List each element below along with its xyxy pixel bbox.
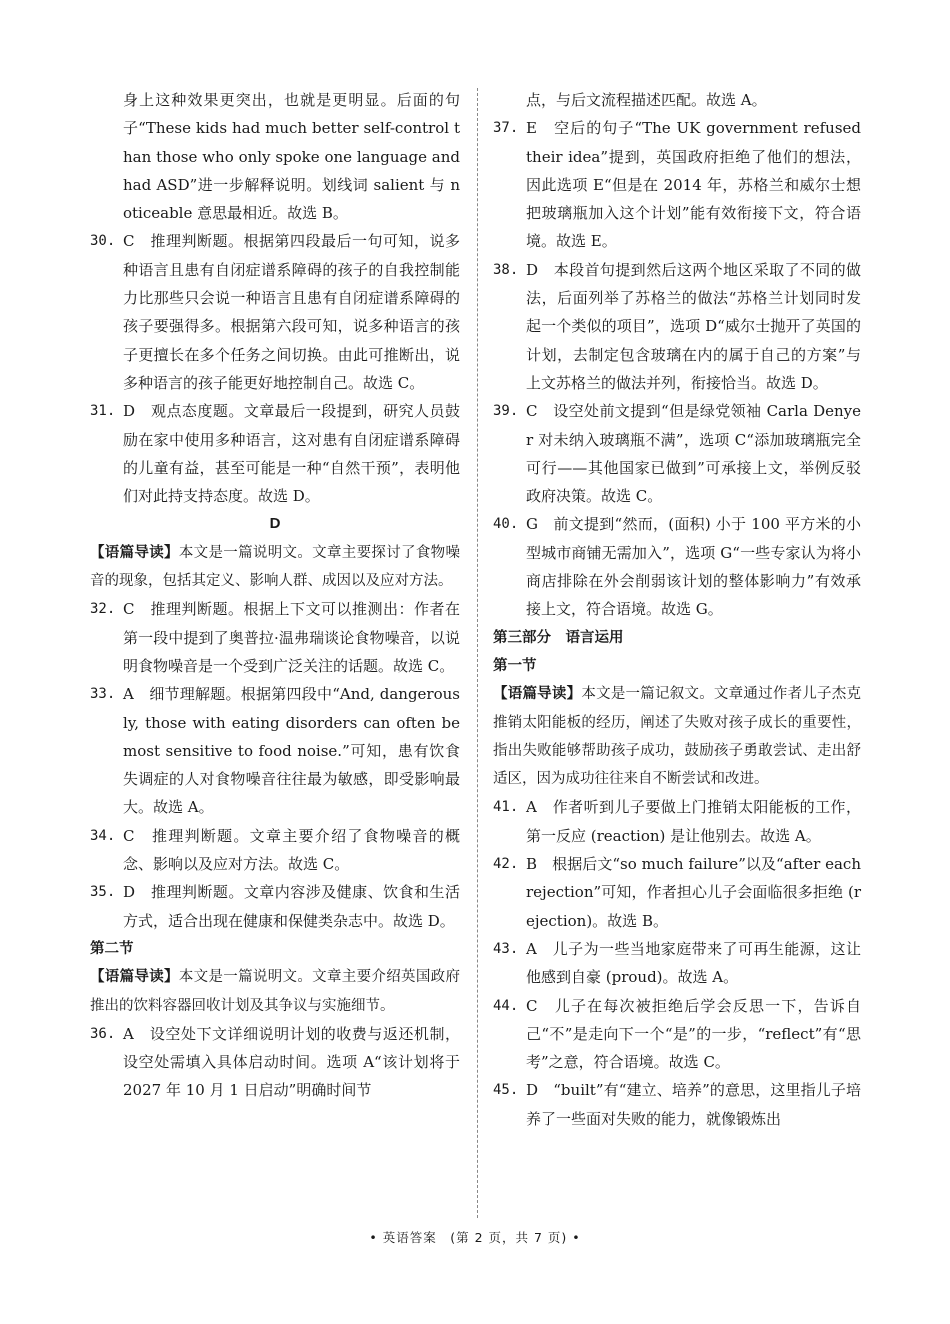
answer-item-31 bbox=[90, 397, 460, 510]
section-heading-one: 第一节 bbox=[493, 657, 537, 674]
answer-number: 37. bbox=[493, 120, 519, 137]
answer-number: 36. bbox=[90, 1025, 116, 1042]
answer-number: 34. bbox=[90, 827, 116, 844]
answer-text: A 细节理解题。根据第四段中“And, dangerously, those with eating disorders can often be most sensitive to food noise.”可知，患有饮食失调症的人对食物噪音往往最为敏感，即受影响最大。故选 A。 bbox=[123, 685, 460, 817]
reading-guide-one bbox=[493, 680, 861, 793]
reading-guide-two bbox=[90, 963, 460, 1020]
answer-number: 38. bbox=[493, 261, 519, 278]
answer-number: 35. bbox=[90, 884, 116, 901]
answer-text: D 推理判断题。文章内容涉及健康、饮食和生活方式，适合出现在健康和保健类杂志中。故选 D。 bbox=[123, 883, 460, 930]
answer-number: 45. bbox=[493, 1082, 519, 1099]
answer-text: D “built”有“建立、培养”的意思，这里指儿子培养了一些面对失败的能力，就像锻炼出 bbox=[526, 1081, 861, 1128]
answer-number: 44. bbox=[493, 997, 519, 1014]
answer-number: 30. bbox=[90, 233, 116, 250]
answer-text: G 前文提到“然而，(面积) 小于 100 平方米的小型城市商铺无需加入”，选项 G“一些专家认为将小商店排除在外会削弱该计划的整体影响力”有效承接上文，符合语境。故选 G。 bbox=[526, 515, 861, 619]
section-heading-two: 第二节 bbox=[90, 940, 134, 957]
answer-item-30 bbox=[90, 227, 460, 397]
answer-item-37 bbox=[493, 114, 861, 255]
answer-number: 31. bbox=[90, 403, 116, 420]
answer-item-39 bbox=[493, 397, 861, 510]
answer-number: 33. bbox=[90, 686, 116, 703]
answer-item-38 bbox=[493, 256, 861, 397]
answer-number: 39. bbox=[493, 403, 519, 420]
answer-text: B 根据后文“so much failure”以及“after each rejection”可知，作者担心儿子会面临很多拒绝 (rejection)。故选 B。 bbox=[526, 855, 861, 930]
answer-item-40 bbox=[493, 510, 861, 623]
answer-item-42 bbox=[493, 850, 861, 935]
answer-number: 41. bbox=[493, 799, 519, 816]
column-divider bbox=[477, 88, 478, 1218]
answer-number: 43. bbox=[493, 940, 519, 957]
answer-item-33 bbox=[90, 680, 460, 821]
reading-guide-d bbox=[90, 539, 460, 596]
answer-item-35 bbox=[90, 878, 460, 935]
carry-over-paragraph: 点，与后文流程描述匹配。故选 A。 bbox=[526, 91, 767, 109]
answer-text: C 推理判断题。根据上下文可以推测出：作者在第一段中提到了奥普拉·温弗瑞谈论食物噪音，以说明食物噪音是一个受到广泛关注的话题。故选 C。 bbox=[123, 600, 460, 675]
guide-label: 【语篇导读】 bbox=[493, 685, 582, 703]
section-heading-d: D bbox=[269, 515, 281, 533]
answer-item-44 bbox=[493, 992, 861, 1077]
answer-text: A 儿子为一些当地家庭带来了可再生能源，这让他感到自豪 (proud)。故选 A。 bbox=[526, 939, 861, 987]
answer-text: C 推理判断题。文章主要介绍了食物噪音的概念、影响以及应对方法。故选 C。 bbox=[123, 826, 460, 874]
answer-text: D 本段首句提到然后这两个地区采取了不同的做法，后面列举了苏格兰的做法“苏格兰计划同时发起一个类似的项目”，选项 D“威尔士抛开了英国的计划，去制定包含玻璃在内的属于自己的方案”与上文苏格兰的做法并列，衔接恰当。故选 D。 bbox=[526, 260, 861, 392]
answer-text: C 推理判断题。根据第四段最后一句可知，说多种语言且患有自闭症谱系障碍的孩子的自我控制能力比那些只会说一种语言且患有自闭症谱系障碍的孩子要强得多。根据第六段可知，说多种语言的孩子更擅长在多个任务之间切换。由此可推断出，说多种语言的孩子能更好地控制自己。故选 C。 bbox=[123, 232, 460, 392]
page-footer: • 英语答案 (第 2 页，共 7 页) • bbox=[369, 1230, 581, 1245]
answer-number: 42. bbox=[493, 856, 519, 873]
answer-number: 40. bbox=[493, 516, 519, 533]
answer-text: C 设空处前文提到“但是绿党领袖 Carla Denyer 对未纳入玻璃瓶不满”，选项 C“添加玻璃瓶完全可行——其他国家已做到”可承接上文，举例反驳政府决策。故选 C。 bbox=[526, 402, 861, 506]
answer-text: A 作者听到儿子要做上门推销太阳能板的工作，第一反应 (reaction) 是让他别去。故选 A。 bbox=[526, 798, 861, 845]
answer-text: C 儿子在每次被拒绝后学会反思一下，告诉自己“不”是走向下一个“是”的一步，“reflect”有“思考”之意，符合语境。故选 C。 bbox=[526, 996, 861, 1072]
guide-text: 本文是一篇说明文。文章主要探讨了食物噪音的现象，包括其定义、影响人群、成因以及应对方法。 bbox=[90, 544, 460, 590]
answer-item-43 bbox=[493, 935, 861, 992]
right-column bbox=[493, 86, 861, 1133]
guide-text: 本文是一篇记叙文。文章通过作者儿子杰克推销太阳能板的经历，阐述了失败对孩子成长的重要性，指出失败能够帮助孩子成功，鼓励孩子勇敢尝试、走出舒适区，因为成功往往来自不断尝试和改进。 bbox=[493, 686, 861, 788]
answer-item-41 bbox=[493, 793, 861, 850]
answer-number: 32. bbox=[90, 601, 116, 618]
part-three-heading: 第三部分 语言运用 bbox=[493, 629, 624, 646]
answer-item-34 bbox=[90, 822, 460, 879]
answer-text: A 设空处下文详细说明计划的收费与返还机制，设空处需填入具体启动时间。选项 A“该计划将于 2027 年 10 月 1 日启动”明确时间节 bbox=[123, 1024, 460, 1100]
answer-item-32 bbox=[90, 595, 460, 680]
answer-text: D 观点态度题。文章最后一段提到，研究人员鼓励在家中使用多种语言，这对患有自闭症谱系障碍的儿童有益，甚至可能是一种“自然干预”，表明他们对此持支持态度。故选 D。 bbox=[123, 402, 460, 506]
carry-over-paragraph: 身上这种效果更突出，也就是更明显。后面的句子“These kids had much better self-control than those who only spoke one language and had ASD”进一步解释说明。划线词 salient 与 noticeable 意思最相近。故选 B。 bbox=[123, 91, 460, 223]
answer-text: E 空后的句子“The UK government refused their idea”提到，英国政府拒绝了他们的想法，因此选项 E“但是在 2014 年，苏格兰和威尔士想把玻璃瓶加入这个计划”能有效衔接下文，符合语境。故选 E。 bbox=[526, 119, 861, 251]
guide-label: 【语篇导读】 bbox=[90, 968, 179, 986]
guide-label: 【语篇导读】 bbox=[90, 543, 179, 561]
answer-item-36 bbox=[90, 1020, 460, 1105]
answer-item-45 bbox=[493, 1076, 861, 1133]
guide-text: 本文是一篇说明文。文章主要介绍英国政府推出的饮料容器回收计划及其争议与实施细节。 bbox=[90, 969, 460, 1014]
left-column bbox=[90, 86, 460, 1105]
